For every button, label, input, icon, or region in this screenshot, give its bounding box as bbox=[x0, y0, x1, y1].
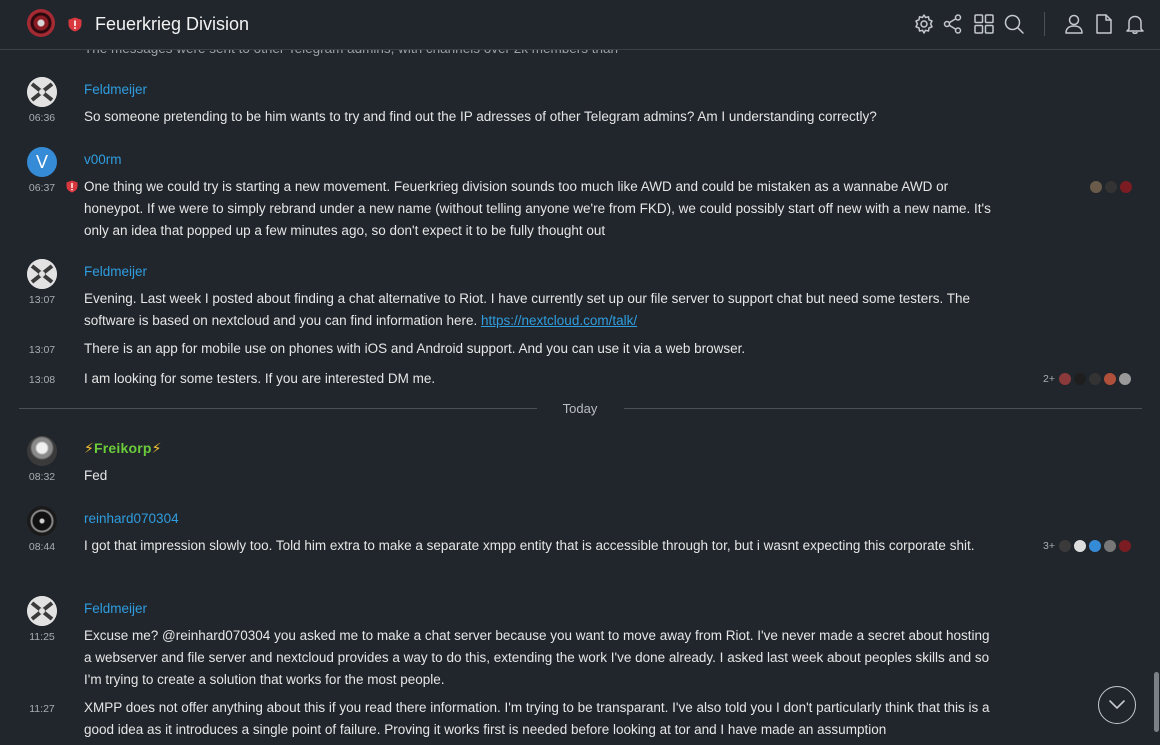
timestamp: 08:32 bbox=[28, 471, 56, 483]
receipt-avatar bbox=[1119, 180, 1133, 194]
room-title[interactable]: Feuerkrieg Division bbox=[95, 14, 250, 34]
avatar-reinhard070304[interactable] bbox=[27, 506, 57, 536]
avatar-feldmeijer[interactable] bbox=[27, 77, 57, 107]
avatar-feldmeijer[interactable] bbox=[27, 259, 57, 289]
notifications-icon[interactable] bbox=[1124, 13, 1146, 35]
timestamp: 13:08 bbox=[28, 374, 56, 386]
search-icon[interactable] bbox=[1003, 13, 1025, 35]
scroll-to-bottom-button[interactable] bbox=[1098, 686, 1136, 724]
timestamp: 13:07 bbox=[28, 344, 56, 356]
read-receipts[interactable] bbox=[1088, 180, 1133, 194]
message-body: Excuse me? @reinhard070304 you asked me to make a chat server because you want to move away from Riot. I've never made a secret about hosting a webserver and file server and nextcloud provides a way to do this, extending the work I've done already. I asked last week about peoples skills and so I'm trying to create a solution that works for the most people. bbox=[84, 628, 990, 687]
crossed-swords-icon bbox=[27, 259, 57, 289]
lightning-icon: ⚡ bbox=[84, 440, 95, 456]
read-receipts[interactable] bbox=[1043, 539, 1132, 553]
crossed-swords-icon bbox=[27, 77, 57, 107]
message-body: There is an app for mobile use on phones with iOS and Android support. And you can use it via a web browser. bbox=[84, 341, 746, 356]
receipt-avatar bbox=[1089, 180, 1103, 194]
separator-line bbox=[624, 408, 1142, 409]
avatar-v00rm[interactable]: V bbox=[27, 147, 57, 177]
message-body bbox=[84, 288, 999, 332]
date-separator bbox=[19, 399, 1142, 419]
room-header bbox=[0, 0, 1160, 50]
nextcloud-link[interactable]: https://nextcloud.com/talk/ bbox=[481, 313, 638, 328]
receipt-avatar bbox=[1073, 372, 1087, 386]
timestamp: 11:25 bbox=[29, 631, 55, 643]
sender-name[interactable] bbox=[84, 440, 162, 457]
avatar-freikorp[interactable] bbox=[27, 436, 57, 466]
receipt-avatar bbox=[1058, 539, 1072, 553]
room-avatar[interactable] bbox=[27, 9, 55, 37]
separator-line bbox=[19, 408, 537, 409]
message-body: So someone pretending to be him wants to try and find out the IP adresses of other Telegram admins? Am I understanding correctly? bbox=[84, 109, 877, 124]
message-body: I got that impression slowly too. Told him extra to make a separate xmpp entity that is accessible through tor, but i wasnt expecting this corporate shit. bbox=[84, 538, 975, 553]
message-body: XMPP does not offer anything about this if you read there information. I'm trying to be transparant. I've also told you I don't particularly think that this is a good idea as it introduces a single point of failure. Proving it works first is needed before looking at tor and I have made an assumption bbox=[84, 700, 990, 737]
avatar-feldmeijer[interactable] bbox=[27, 596, 57, 626]
sender-label: Freikorp bbox=[94, 440, 152, 456]
message-body: One thing we could try is starting a new movement. Feuerkrieg division sounds too much like AWD and could be mistaken as a wannabe AWD or honeypot. If we were to simply rebrand under a new name (without telling anyone we're from FKD), we could possibly start off new with a new name. It's only an idea that popped up a few minutes ago, so don't expect it to be fully thought out bbox=[84, 179, 991, 238]
receipt-count: 3+ bbox=[1043, 540, 1055, 552]
receipt-avatar bbox=[1104, 180, 1118, 194]
receipt-avatar bbox=[1058, 372, 1072, 386]
settings-icon[interactable] bbox=[913, 13, 935, 35]
receipt-avatar bbox=[1073, 539, 1087, 553]
encryption-warning-shield-icon[interactable] bbox=[68, 17, 82, 32]
message-text: Evening. Last week I posted about finding a chat alternative to Riot. I have currently set up our file server to support chat but need some testers. The software is based on nextcloud and you can find information here. bbox=[84, 291, 971, 328]
crossed-swords-icon bbox=[27, 596, 57, 626]
receipt-avatar bbox=[1118, 372, 1132, 386]
share-icon[interactable] bbox=[942, 13, 964, 35]
timestamp: 13:07 bbox=[28, 294, 56, 306]
timestamp: 06:36 bbox=[28, 112, 56, 124]
receipt-avatar bbox=[1088, 539, 1102, 553]
message-body: I am looking for some testers. If you are interested DM me. bbox=[84, 371, 436, 386]
receipt-avatar bbox=[1118, 539, 1132, 553]
header-divider bbox=[1044, 12, 1045, 36]
timestamp: 06:37 bbox=[28, 182, 56, 194]
receipt-avatar bbox=[1103, 372, 1117, 386]
sender-name[interactable]: Feldmeijer bbox=[84, 82, 148, 97]
sender-name[interactable]: v00rm bbox=[84, 152, 122, 167]
sender-name[interactable]: reinhard070304 bbox=[84, 511, 179, 526]
date-label: Today bbox=[562, 401, 598, 416]
receipt-avatar bbox=[1103, 539, 1117, 553]
timestamp: 11:27 bbox=[29, 703, 55, 715]
sender-name[interactable]: Feldmeijer bbox=[84, 601, 148, 616]
receipt-avatar bbox=[1088, 372, 1102, 386]
members-icon[interactable] bbox=[1063, 13, 1085, 35]
message-body: Fed bbox=[84, 468, 108, 483]
sender-name[interactable]: Feldmeijer bbox=[84, 264, 148, 279]
lightning-icon: ⚡ bbox=[151, 440, 162, 456]
unverified-shield-icon[interactable] bbox=[66, 180, 78, 193]
receipt-count: 2+ bbox=[1043, 373, 1055, 385]
chevron-down-icon bbox=[1108, 698, 1126, 712]
scrollbar[interactable] bbox=[1154, 672, 1159, 732]
timestamp: 08:44 bbox=[28, 541, 56, 553]
files-icon[interactable] bbox=[1093, 13, 1115, 35]
apps-grid-icon[interactable] bbox=[973, 13, 995, 35]
read-receipts[interactable] bbox=[1043, 372, 1132, 386]
